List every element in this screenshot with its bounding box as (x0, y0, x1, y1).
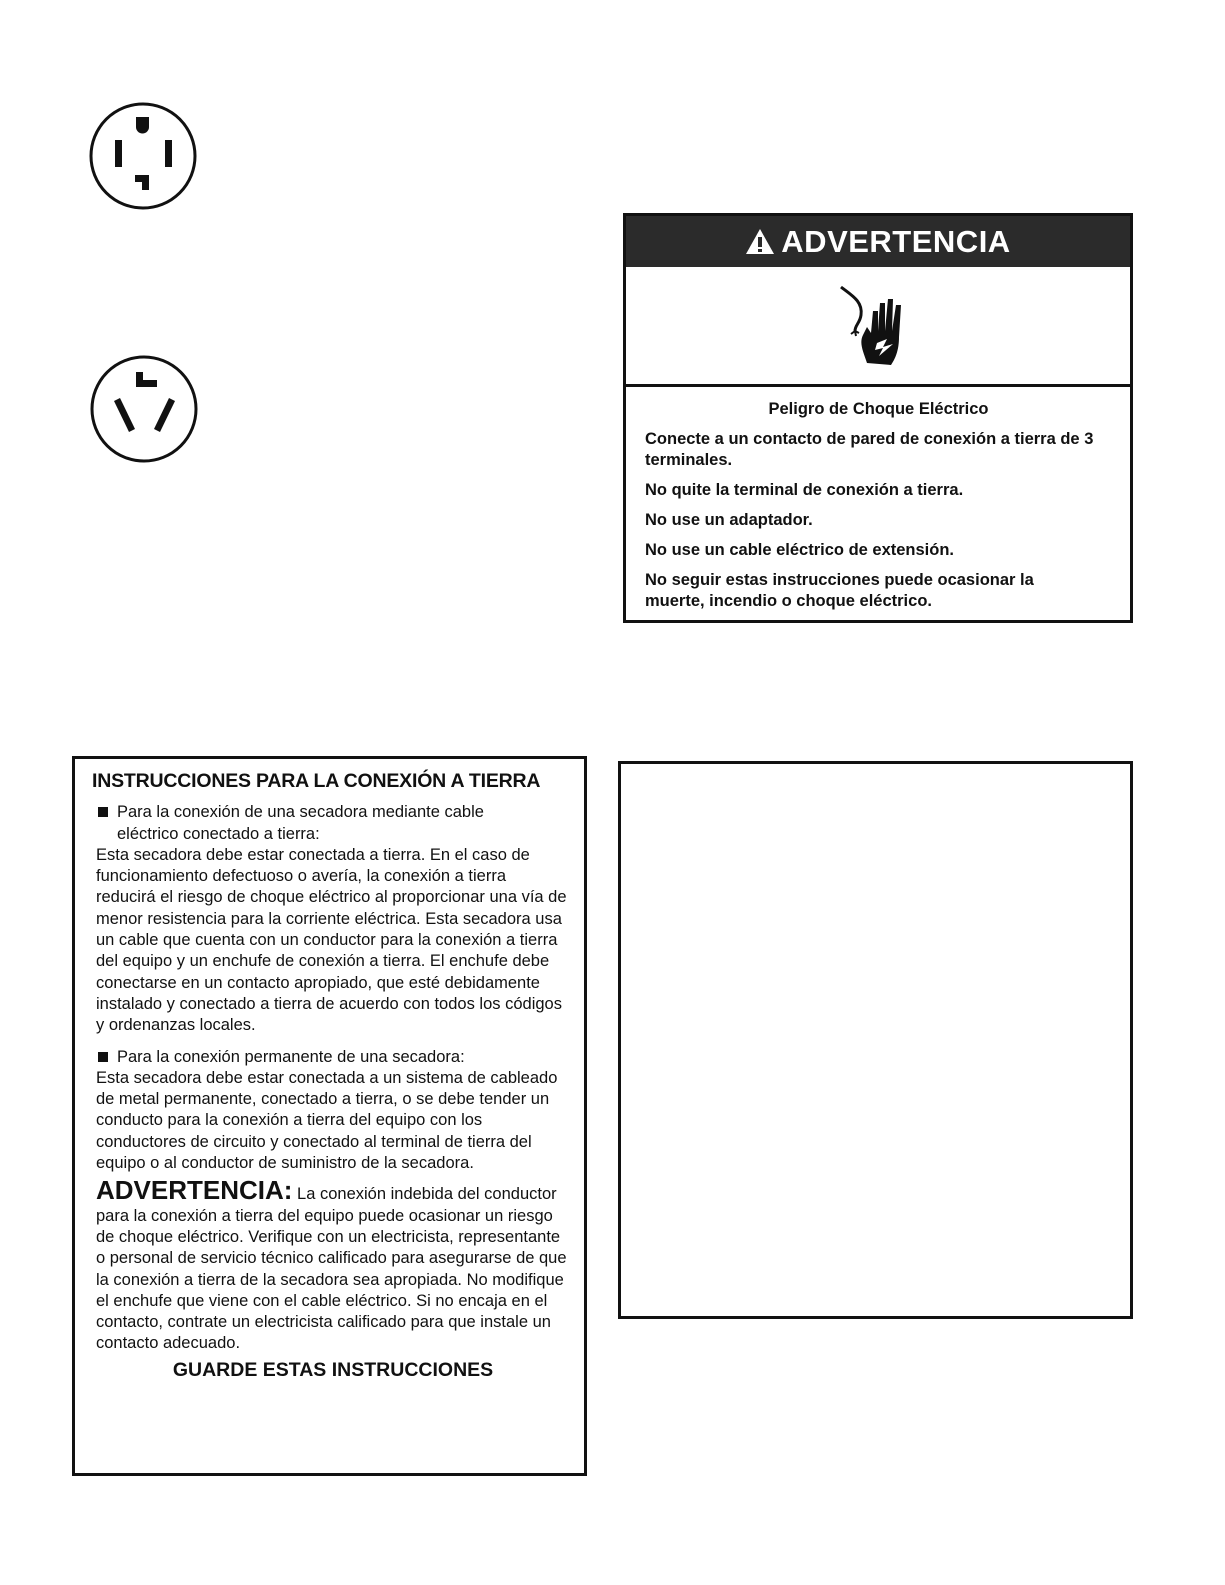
warning-triangle-icon (745, 228, 775, 255)
electric-shock-hand-icon (833, 281, 923, 371)
warning-line: Conecte a un contacto de pared de conexión a tierra de 3 terminales. (645, 430, 1094, 469)
bullet-text: Para la conexión de una secadora mediante cable (117, 803, 484, 822)
paragraph: Esta secadora debe estar conectada a un sistema de cableado de metal permanente, conectado a tierra, o se debe tender un conducto para la conexión a tierra del equipo con los conductores de circuito y conectado al terminal de tierra del equipo o al conductor de suministro de la secadora. (96, 1068, 558, 1173)
save-instructions-title: GUARDE ESTAS INSTRUCCIONES (172, 1358, 494, 1381)
bullet-square-icon (98, 807, 108, 817)
bullet-text-cont: eléctrico conectado a tierra: (117, 824, 320, 843)
warning-text: La conexión indebida del conductor para la conexión a tierra del equipo puede ocasionar un riesgo de choque eléctrico. Verifique con un electricista, representante o personal de servicio técnico calificado para asegurarse de que la conexión a tierra de la secadora sea apropiada. No modifique el enchufe que viene con el cable eléctrico. Si no encaja en el contacto, contrate un electricista calificado para que instale un contacto adecuado. (96, 1185, 567, 1353)
warning-header-text: ADVERTENCIA (781, 223, 1011, 259)
warning-paragraph (96, 1175, 570, 1354)
warning-subtitle: Peligro de Choque Eléctrico (768, 400, 989, 418)
grounding-instructions-box (72, 756, 587, 1476)
paragraph: Esta secadora debe estar conectada a tierra. En el caso de funcionamiento defectuoso o avería, la conexión a tierra reducirá el riesgo de choque eléctrico al proporcionar una vía de menor resistencia para la corriente eléctrica. Esta secadora usa un cable que cuenta con un conductor para la conexión a tierra del equipo y un enchufe de conexión a tierra. El enchufe debe conectarse en un contacto apropiado, que esté debidamente instalado y conectado a tierra de acuerdo con todos los códigos y ordenanzas locales. (96, 845, 567, 1035)
warning-line: No use un adaptador. (645, 511, 813, 529)
bullet-text: Para la conexión permanente de una secadora: (117, 1047, 465, 1066)
four-prong-outlet-icon (88, 101, 198, 211)
warning-line: No use un cable eléctrico de extensión. (645, 541, 955, 559)
three-prong-outlet-icon (89, 354, 199, 464)
warning-box (623, 213, 1133, 623)
grounding-title: INSTRUCCIONES PARA LA CONEXIÓN A TIERRA (92, 770, 541, 792)
warning-line: No seguir estas instrucciones puede ocasionar la muerte, incendio o choque eléctrico. (645, 571, 1034, 610)
bullet-square-icon (98, 1052, 108, 1062)
empty-box (618, 761, 1133, 1319)
warning-header (626, 216, 1130, 267)
warning-word: ADVERTENCIA: (96, 1175, 293, 1206)
warning-line: No quite la terminal de conexión a tierra. (645, 481, 964, 499)
